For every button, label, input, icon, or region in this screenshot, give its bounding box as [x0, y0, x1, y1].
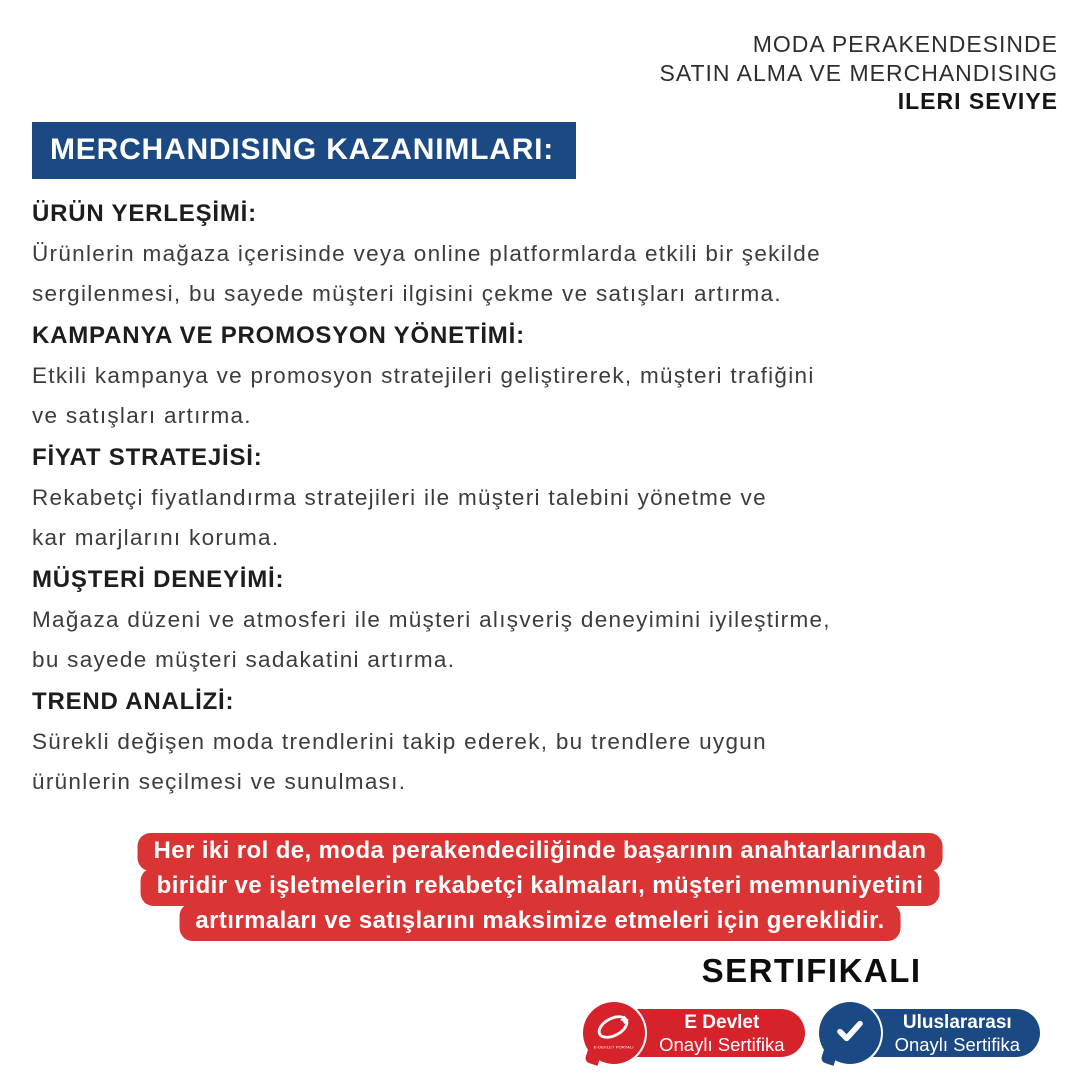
header-line-level: ILERI SEVIYE — [897, 88, 1058, 114]
benefit-body-line: Ürünlerin mağaza içerisinde veya online platformlarda etkili bir şekilde — [32, 241, 821, 266]
international-certificate-badge — [819, 1002, 1040, 1064]
badge-title: Uluslararası — [902, 1012, 1012, 1033]
benefit-body-line: kar marjlarını koruma. — [32, 525, 280, 550]
benefit-section-trend — [32, 682, 962, 802]
benefit-heading: TREND ANALİZİ: — [32, 688, 235, 715]
benefit-heading: ÜRÜN YERLEŞİMİ: — [32, 200, 257, 227]
benefit-body-line: Rekabetçi fiyatlandırma stratejileri ile müşteri talebini yönetme ve — [32, 485, 767, 510]
edevlet-certificate-badge — [583, 1002, 804, 1064]
highlight-line: artırmaları ve satışlarını maksimize etmeleri için gereklidir. — [179, 903, 900, 941]
benefit-heading: KAMPANYA VE PROMOSYON YÖNETİMİ: — [32, 322, 525, 349]
title-banner — [32, 122, 576, 179]
benefit-body-line: ürünlerin seçilmesi ve sunulması. — [32, 769, 407, 794]
benefit-heading: MÜŞTERİ DENEYİMİ: — [32, 566, 285, 593]
badge-title: E Devlet — [684, 1012, 760, 1033]
edevlet-logo-icon — [594, 1012, 634, 1047]
benefit-section-kampanya — [32, 316, 962, 436]
benefit-section-urun-yerlesimi — [32, 194, 962, 314]
benefits-list — [32, 194, 962, 804]
page-title: MERCHANDISING KAZANIMLARI: — [50, 133, 555, 166]
checkmark-icon — [834, 1015, 866, 1052]
course-header — [660, 30, 1058, 116]
certification-footer — [583, 952, 1040, 1064]
benefit-body-line: sergilenmesi, bu sayede müşteri ilgisini çekme ve satışları artırma. — [32, 281, 782, 306]
certificate-badges — [583, 1002, 1040, 1064]
header-line-2: SATIN ALMA VE MERCHANDISING — [659, 59, 1058, 86]
edevlet-logo-circle — [583, 1002, 645, 1064]
badge-subtitle: Onaylı Sertifika — [894, 1034, 1020, 1055]
benefit-body-line: Sürekli değişen moda trendlerini takip ederek, bu trendlere uygun — [32, 729, 767, 754]
benefit-body-line: Etkili kampanya ve promosyon stratejileri geliştirerek, müşteri trafiğini — [32, 363, 815, 388]
benefit-section-fiyat — [32, 438, 962, 558]
highlight-line: Her iki rol de, moda perakendeciliğinde başarının anahtarlarından — [138, 833, 943, 871]
benefit-body-line: ve satışları artırma. — [32, 403, 252, 428]
benefit-body-line: bu sayede müşteri sadakatini artırma. — [32, 647, 456, 672]
benefit-body-line: Mağaza düzeni ve atmosferi ile müşteri alışveriş deneyimini iyileştirme, — [32, 607, 831, 632]
badge-subtitle: Onaylı Sertifika — [659, 1034, 785, 1055]
highlight-note — [138, 833, 943, 941]
benefit-section-musteri — [32, 560, 962, 680]
benefit-heading: FİYAT STRATEJİSİ: — [32, 444, 263, 471]
checkmark-circle — [819, 1002, 881, 1064]
edevlet-logo-caption: E-DEVLET PORTALI — [594, 1045, 634, 1050]
certified-label: SERTIFIKALI — [701, 952, 922, 989]
header-line-1: MODA PERAKENDESINDE — [752, 31, 1058, 57]
highlight-line: biridir ve işletmelerin rekabetçi kalmaları, müşteri memnuniyetini — [141, 868, 940, 906]
